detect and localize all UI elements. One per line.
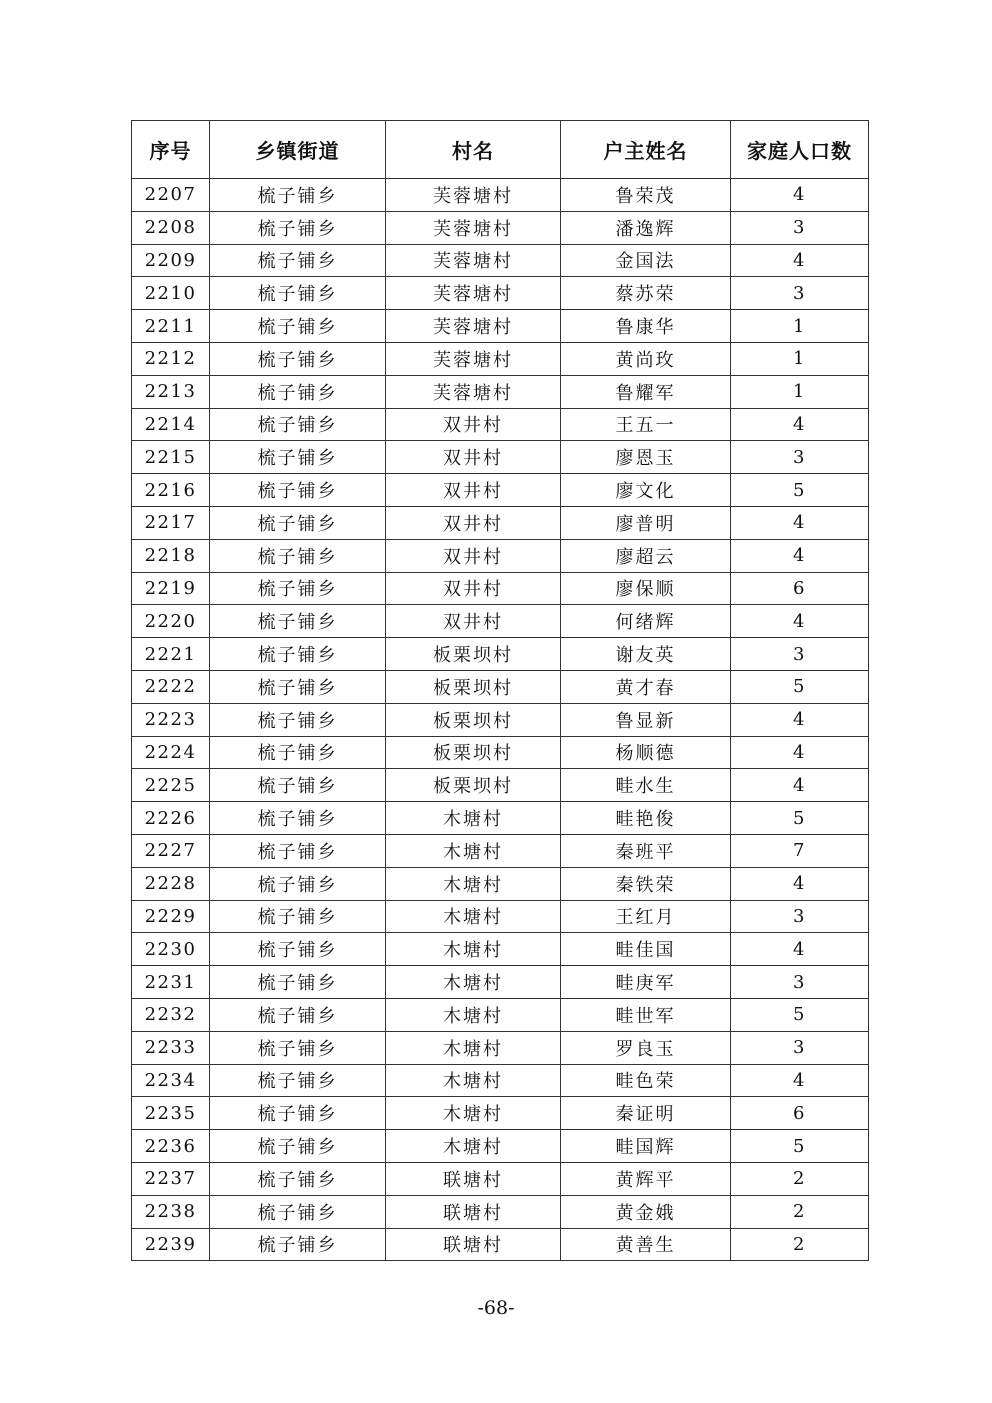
cell-village: 木塘村 — [386, 834, 561, 867]
cell-family-size: 3 — [731, 638, 869, 671]
table-row — [132, 408, 869, 441]
cell-seq: 2220 — [132, 605, 210, 638]
cell-town: 梳子铺乡 — [210, 736, 386, 769]
table-row — [132, 998, 869, 1031]
cell-village: 木塘村 — [386, 966, 561, 999]
cell-seq: 2239 — [132, 1228, 210, 1261]
cell-householder: 廖恩玉 — [561, 441, 731, 474]
cell-village: 芙蓉塘村 — [386, 310, 561, 343]
page-number: -68- — [477, 1297, 515, 1319]
cell-seq: 2211 — [132, 310, 210, 343]
cell-householder: 鲁耀军 — [561, 375, 731, 408]
table-row — [132, 441, 869, 474]
table-row — [132, 1031, 869, 1064]
cell-family-size: 2 — [731, 1162, 869, 1195]
header-town: 乡镇街道 — [210, 121, 386, 179]
table-row — [132, 933, 869, 966]
cell-householder: 谢友英 — [561, 638, 731, 671]
cell-seq: 2231 — [132, 966, 210, 999]
cell-householder: 廖超云 — [561, 539, 731, 572]
cell-family-size: 5 — [731, 998, 869, 1031]
cell-householder: 黄金娥 — [561, 1195, 731, 1228]
cell-town: 梳子铺乡 — [210, 277, 386, 310]
cell-family-size: 2 — [731, 1228, 869, 1261]
cell-village: 板栗坝村 — [386, 769, 561, 802]
cell-family-size: 4 — [731, 408, 869, 441]
cell-householder: 廖普明 — [561, 506, 731, 539]
cell-family-size: 1 — [731, 310, 869, 343]
table-row — [132, 474, 869, 507]
cell-seq: 2229 — [132, 900, 210, 933]
cell-seq: 2238 — [132, 1195, 210, 1228]
cell-family-size: 7 — [731, 834, 869, 867]
cell-householder: 鲁康华 — [561, 310, 731, 343]
cell-town: 梳子铺乡 — [210, 1130, 386, 1163]
table-row — [132, 244, 869, 277]
cell-village: 芙蓉塘村 — [386, 244, 561, 277]
table-row — [132, 1195, 869, 1228]
cell-householder: 蔡苏荣 — [561, 277, 731, 310]
cell-householder: 畦水生 — [561, 769, 731, 802]
cell-seq: 2216 — [132, 474, 210, 507]
cell-town: 梳子铺乡 — [210, 1064, 386, 1097]
cell-householder: 秦铁荣 — [561, 867, 731, 900]
header-seq: 序号 — [132, 121, 210, 179]
cell-seq: 2227 — [132, 834, 210, 867]
cell-family-size: 1 — [731, 342, 869, 375]
cell-householder: 畦佳国 — [561, 933, 731, 966]
cell-family-size: 3 — [731, 441, 869, 474]
cell-seq: 2218 — [132, 539, 210, 572]
cell-town: 梳子铺乡 — [210, 1162, 386, 1195]
cell-seq: 2219 — [132, 572, 210, 605]
table-row — [132, 506, 869, 539]
cell-seq: 2214 — [132, 408, 210, 441]
cell-village: 木塘村 — [386, 1031, 561, 1064]
header-family-size: 家庭人口数 — [731, 121, 869, 179]
cell-village: 芙蓉塘村 — [386, 179, 561, 212]
cell-family-size: 3 — [731, 966, 869, 999]
cell-householder: 王红月 — [561, 900, 731, 933]
cell-town: 梳子铺乡 — [210, 408, 386, 441]
cell-family-size: 3 — [731, 1031, 869, 1064]
cell-householder: 秦班平 — [561, 834, 731, 867]
table-row — [132, 1064, 869, 1097]
header-row — [132, 121, 869, 179]
cell-seq: 2235 — [132, 1097, 210, 1130]
cell-seq: 2223 — [132, 703, 210, 736]
cell-town: 梳子铺乡 — [210, 1097, 386, 1130]
cell-family-size: 3 — [731, 277, 869, 310]
cell-village: 板栗坝村 — [386, 670, 561, 703]
table-row — [132, 703, 869, 736]
cell-village: 木塘村 — [386, 1097, 561, 1130]
table-row — [132, 966, 869, 999]
cell-village: 芙蓉塘村 — [386, 211, 561, 244]
cell-town: 梳子铺乡 — [210, 342, 386, 375]
cell-householder: 畦国辉 — [561, 1130, 731, 1163]
table-row — [132, 1162, 869, 1195]
cell-family-size: 4 — [731, 769, 869, 802]
cell-town: 梳子铺乡 — [210, 211, 386, 244]
table-header — [132, 121, 869, 179]
cell-householder: 潘逸辉 — [561, 211, 731, 244]
cell-village: 木塘村 — [386, 900, 561, 933]
table-row — [132, 211, 869, 244]
header-village: 村名 — [386, 121, 561, 179]
cell-householder: 廖保顺 — [561, 572, 731, 605]
cell-town: 梳子铺乡 — [210, 506, 386, 539]
cell-seq: 2213 — [132, 375, 210, 408]
table-row — [132, 1097, 869, 1130]
cell-seq: 2221 — [132, 638, 210, 671]
table-row — [132, 605, 869, 638]
cell-householder: 秦证明 — [561, 1097, 731, 1130]
cell-town: 梳子铺乡 — [210, 474, 386, 507]
cell-family-size: 6 — [731, 1097, 869, 1130]
cell-family-size: 4 — [731, 244, 869, 277]
cell-town: 梳子铺乡 — [210, 1195, 386, 1228]
table-row — [132, 769, 869, 802]
cell-village: 芙蓉塘村 — [386, 375, 561, 408]
cell-family-size: 4 — [731, 506, 869, 539]
cell-householder: 杨顺德 — [561, 736, 731, 769]
table-row — [132, 375, 869, 408]
table-row — [132, 1130, 869, 1163]
cell-householder: 黄才春 — [561, 670, 731, 703]
table-row — [132, 277, 869, 310]
cell-village: 板栗坝村 — [386, 703, 561, 736]
cell-village: 木塘村 — [386, 1130, 561, 1163]
cell-town: 梳子铺乡 — [210, 769, 386, 802]
cell-householder: 王五一 — [561, 408, 731, 441]
cell-town: 梳子铺乡 — [210, 802, 386, 835]
household-table — [131, 120, 869, 1261]
cell-householder: 畦色荣 — [561, 1064, 731, 1097]
cell-town: 梳子铺乡 — [210, 933, 386, 966]
cell-town: 梳子铺乡 — [210, 1228, 386, 1261]
cell-seq: 2210 — [132, 277, 210, 310]
table-row — [132, 1228, 869, 1261]
table-row — [132, 638, 869, 671]
cell-town: 梳子铺乡 — [210, 375, 386, 408]
cell-village: 双井村 — [386, 474, 561, 507]
cell-village: 芙蓉塘村 — [386, 342, 561, 375]
cell-family-size: 4 — [731, 1064, 869, 1097]
cell-seq: 2215 — [132, 441, 210, 474]
cell-seq: 2228 — [132, 867, 210, 900]
cell-village: 木塘村 — [386, 867, 561, 900]
cell-seq: 2230 — [132, 933, 210, 966]
cell-family-size: 5 — [731, 802, 869, 835]
cell-family-size: 4 — [731, 539, 869, 572]
cell-householder: 罗良玉 — [561, 1031, 731, 1064]
cell-village: 板栗坝村 — [386, 638, 561, 671]
cell-householder: 畦世军 — [561, 998, 731, 1031]
table-row — [132, 900, 869, 933]
cell-family-size: 3 — [731, 900, 869, 933]
cell-town: 梳子铺乡 — [210, 867, 386, 900]
cell-family-size: 4 — [731, 703, 869, 736]
cell-seq: 2234 — [132, 1064, 210, 1097]
cell-village: 联塘村 — [386, 1162, 561, 1195]
cell-seq: 2226 — [132, 802, 210, 835]
cell-village: 双井村 — [386, 441, 561, 474]
table-body — [132, 179, 869, 1261]
cell-seq: 2236 — [132, 1130, 210, 1163]
cell-householder: 畦艳俊 — [561, 802, 731, 835]
cell-town: 梳子铺乡 — [210, 1031, 386, 1064]
table-row — [132, 539, 869, 572]
cell-village: 木塘村 — [386, 998, 561, 1031]
cell-householder: 畦庚军 — [561, 966, 731, 999]
table-row — [132, 342, 869, 375]
cell-seq: 2233 — [132, 1031, 210, 1064]
cell-family-size: 5 — [731, 670, 869, 703]
cell-town: 梳子铺乡 — [210, 605, 386, 638]
cell-householder: 金国法 — [561, 244, 731, 277]
cell-seq: 2217 — [132, 506, 210, 539]
cell-seq: 2207 — [132, 179, 210, 212]
cell-village: 联塘村 — [386, 1195, 561, 1228]
cell-seq: 2237 — [132, 1162, 210, 1195]
cell-seq: 2209 — [132, 244, 210, 277]
cell-village: 双井村 — [386, 506, 561, 539]
cell-town: 梳子铺乡 — [210, 310, 386, 343]
cell-family-size: 4 — [731, 179, 869, 212]
cell-village: 芙蓉塘村 — [386, 277, 561, 310]
table-row — [132, 802, 869, 835]
cell-village: 双井村 — [386, 572, 561, 605]
table-row — [132, 179, 869, 212]
cell-town: 梳子铺乡 — [210, 900, 386, 933]
table-row — [132, 310, 869, 343]
cell-seq: 2224 — [132, 736, 210, 769]
cell-seq: 2222 — [132, 670, 210, 703]
table-row — [132, 670, 869, 703]
cell-householder: 黄善生 — [561, 1228, 731, 1261]
cell-householder: 鲁显新 — [561, 703, 731, 736]
cell-householder: 鲁荣茂 — [561, 179, 731, 212]
cell-seq: 2225 — [132, 769, 210, 802]
cell-householder: 何绪辉 — [561, 605, 731, 638]
table-row — [132, 736, 869, 769]
cell-family-size: 5 — [731, 1130, 869, 1163]
cell-village: 木塘村 — [386, 802, 561, 835]
cell-village: 双井村 — [386, 539, 561, 572]
cell-town: 梳子铺乡 — [210, 638, 386, 671]
cell-village: 板栗坝村 — [386, 736, 561, 769]
cell-town: 梳子铺乡 — [210, 966, 386, 999]
cell-village: 木塘村 — [386, 1064, 561, 1097]
cell-town: 梳子铺乡 — [210, 179, 386, 212]
cell-town: 梳子铺乡 — [210, 703, 386, 736]
cell-family-size: 2 — [731, 1195, 869, 1228]
cell-family-size: 4 — [731, 605, 869, 638]
cell-village: 双井村 — [386, 408, 561, 441]
cell-family-size: 5 — [731, 474, 869, 507]
cell-family-size: 1 — [731, 375, 869, 408]
table-row — [132, 867, 869, 900]
cell-family-size: 6 — [731, 572, 869, 605]
cell-town: 梳子铺乡 — [210, 244, 386, 277]
cell-village: 联塘村 — [386, 1228, 561, 1261]
cell-householder: 黄尚玫 — [561, 342, 731, 375]
table-row — [132, 834, 869, 867]
cell-family-size: 4 — [731, 933, 869, 966]
cell-town: 梳子铺乡 — [210, 572, 386, 605]
cell-seq: 2208 — [132, 211, 210, 244]
cell-town: 梳子铺乡 — [210, 539, 386, 572]
table-row — [132, 572, 869, 605]
cell-town: 梳子铺乡 — [210, 441, 386, 474]
cell-village: 木塘村 — [386, 933, 561, 966]
cell-village: 双井村 — [386, 605, 561, 638]
cell-seq: 2232 — [132, 998, 210, 1031]
cell-town: 梳子铺乡 — [210, 998, 386, 1031]
cell-seq: 2212 — [132, 342, 210, 375]
cell-town: 梳子铺乡 — [210, 834, 386, 867]
cell-family-size: 4 — [731, 867, 869, 900]
header-householder: 户主姓名 — [561, 121, 731, 179]
cell-family-size: 3 — [731, 211, 869, 244]
cell-householder: 廖文化 — [561, 474, 731, 507]
cell-family-size: 4 — [731, 736, 869, 769]
cell-householder: 黄辉平 — [561, 1162, 731, 1195]
cell-town: 梳子铺乡 — [210, 670, 386, 703]
